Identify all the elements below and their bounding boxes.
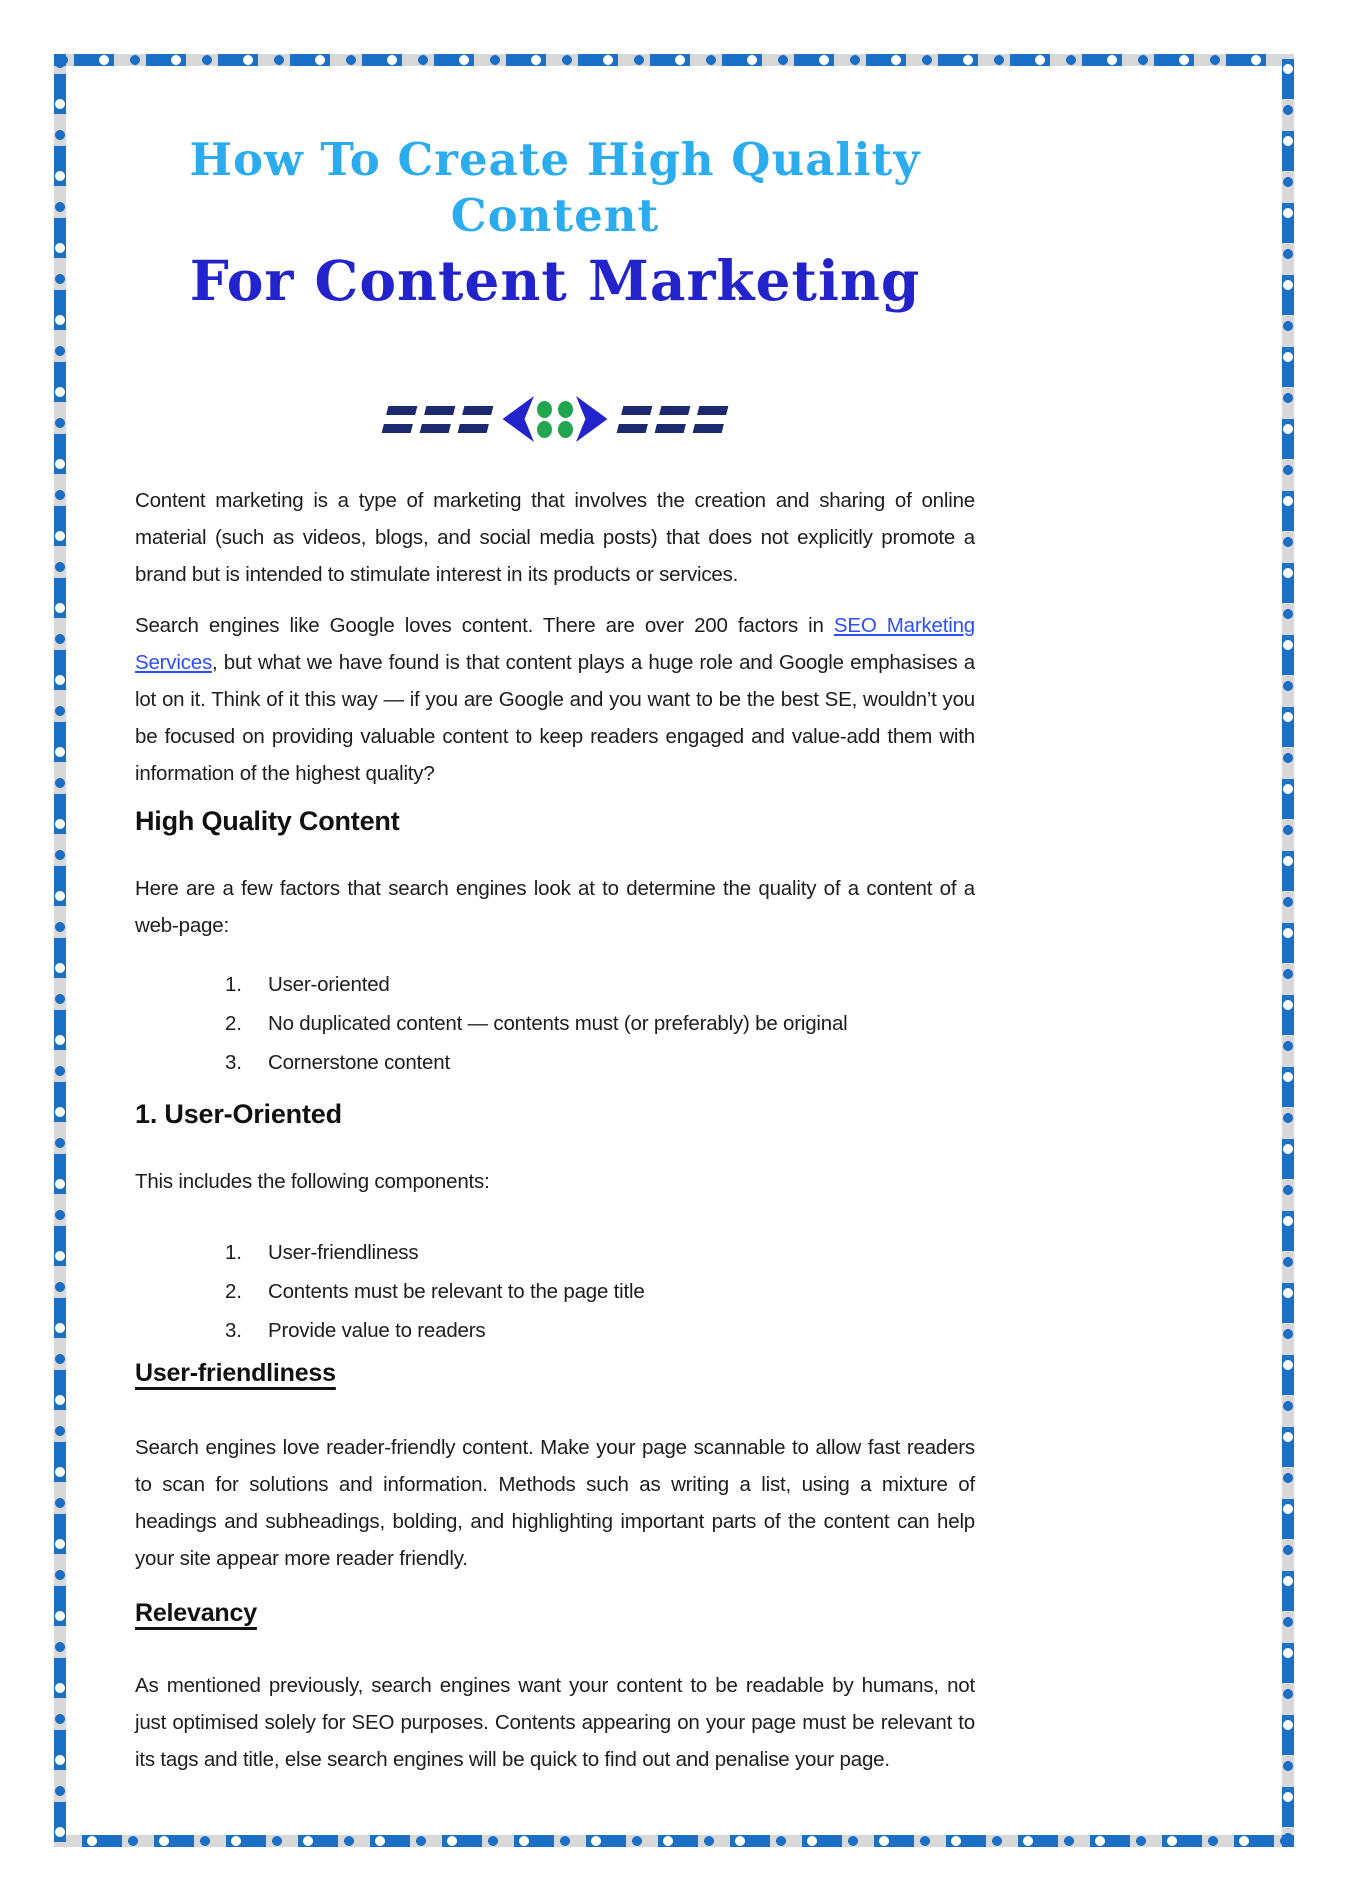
list-item-number: 3. <box>225 1319 242 1342</box>
equals-icon <box>382 406 418 433</box>
list-item <box>135 1005 975 1042</box>
list-item <box>135 1273 975 1310</box>
heading-relevancy: Relevancy <box>135 1599 257 1627</box>
border-corner-bottom-right <box>1282 1835 1294 1847</box>
list-item <box>135 1044 975 1081</box>
search-engines-paragraph <box>135 607 975 792</box>
relevancy-paragraph: As mentioned previously, search engines want your content to be readable by humans, not just optimised solely for SEO purposes. Contents appearing on your page must be relevant to its tags and title, else search engines will be quick to find out and penalise your page. <box>135 1674 975 1771</box>
seo-marketing-services-link[interactable]: SEO Marketing Services <box>135 614 975 674</box>
list-item <box>135 966 975 1003</box>
document-page <box>135 0 975 1778</box>
equals-icon <box>419 406 455 433</box>
user-oriented-intro-paragraph: This includes the following components: <box>135 1170 490 1193</box>
list-item-text: User-friendliness <box>268 1241 419 1264</box>
list-item-text: Provide value to readers <box>268 1319 486 1342</box>
equals-icon <box>655 406 691 433</box>
list-item-text: Cornerstone content <box>268 1051 450 1074</box>
heading-user-friendliness: User-friendliness <box>135 1359 336 1387</box>
user-oriented-components-list <box>135 1234 975 1349</box>
list-item-text: No duplicated content — contents must (or preferably) be original <box>268 1012 848 1035</box>
border-bottom <box>54 1835 1294 1847</box>
equals-icon <box>457 406 493 433</box>
chevron-left-icon <box>503 396 534 442</box>
page-title-line2: For Content Marketing <box>189 248 921 313</box>
list-item <box>135 1312 975 1349</box>
heading-user-oriented: 1. User-Oriented <box>135 1099 342 1129</box>
green-dots-icon <box>537 401 573 438</box>
list-item-text: Contents must be relevant to the page title <box>268 1280 645 1303</box>
page-title-line1: How To Create High Quality Content <box>189 133 921 242</box>
equals-icon <box>693 406 729 433</box>
paragraph-text: , but what we have found is that content plays a huge role and Google emphasises a lot on it. Think of it this way — if you are Google and you want to be the best SE, wouldn’t you be focused on providing valuable content to keep readers engaged and value-add them with information of the highest quality? <box>135 651 975 785</box>
paragraph-text: Search engines like Google loves content. There are over 200 factors in <box>135 614 834 637</box>
list-item-number: 1. <box>225 1241 242 1264</box>
border-right <box>1282 54 1294 1847</box>
chevron-right-icon <box>576 396 607 442</box>
divider-ornament <box>385 396 725 442</box>
equals-icon <box>617 406 653 433</box>
heading-high-quality-content: High Quality Content <box>135 806 400 836</box>
list-item-number: 2. <box>225 1280 242 1303</box>
list-item <box>135 1234 975 1271</box>
user-friendliness-paragraph: Search engines love reader-friendly content. Make your page scannable to allow fast readers to scan for solutions and information. Methods such as writing a list, using a mixture of headings and subheadings, bolding, and highlighting important parts of the content can help your site appear more reader friendly. <box>135 1436 975 1570</box>
border-corner-top-left <box>54 54 66 66</box>
quality-factors-list <box>135 966 975 1081</box>
list-item-number: 1. <box>225 973 242 996</box>
border-left <box>54 54 66 1847</box>
high-quality-intro-paragraph: Here are a few factors that search engines look at to determine the quality of a content of a web-page: <box>135 877 975 937</box>
list-item-number: 2. <box>225 1012 242 1035</box>
list-item-text: User-oriented <box>268 973 390 996</box>
list-item-number: 3. <box>225 1051 242 1074</box>
intro-paragraph: Content marketing is a type of marketing that involves the creation and sharing of online material (such as videos, blogs, and social media posts) that does not explicitly promote a brand but is intended to stimulate interest in its products or services. <box>135 489 975 586</box>
